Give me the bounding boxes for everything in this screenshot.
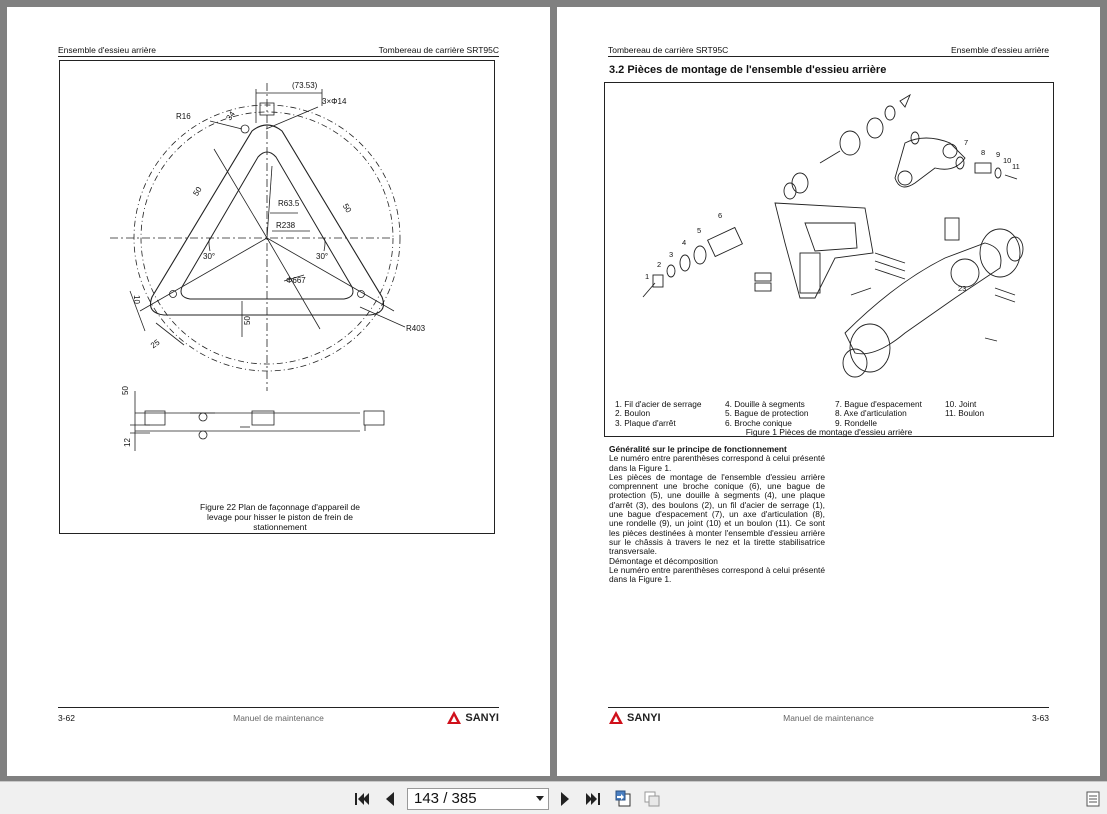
exploded-view-frame (604, 82, 1054, 437)
right-page (557, 7, 1100, 776)
legend-column-1 (615, 400, 701, 428)
part-label-1: 1 (645, 272, 650, 281)
right-figure-caption: Figure 1 Pièces de montage d'essieu arrière (745, 427, 913, 437)
last-page-icon (584, 790, 602, 808)
dim-section-12: 12 (123, 438, 132, 447)
right-page-footer (608, 707, 1049, 727)
right-logo-text: SANYI (627, 712, 661, 724)
exploded-view-drawing (605, 83, 1055, 393)
body-paragraph-1: Le numéro entre parenthèses correspond à celui présenté dans la Figure 1. (609, 453, 825, 473)
dim-section-50: 50 (121, 386, 130, 395)
legend-item: 8. Axe d'articulation (835, 408, 907, 419)
body-paragraph-4: Le numéro entre parenthèses correspond à celui présenté dans la Figure 1. (609, 564, 825, 585)
next-page-icon (556, 790, 574, 808)
dim-r16: R16 (176, 112, 191, 121)
part-label-3: 3 (669, 250, 674, 259)
left-footer-center: Manuel de maintenance (233, 713, 324, 723)
sanyi-logo-icon (446, 710, 462, 726)
drawing-frame (59, 60, 495, 534)
left-figure-caption (180, 502, 380, 532)
legend-column-2 (725, 400, 809, 428)
legend-column-3 (835, 400, 922, 428)
caption-line-2: levage pour hisser le piston de frein de (206, 512, 353, 522)
previous-page-button[interactable] (380, 789, 400, 809)
dim-50-bottom: 50 (243, 316, 252, 325)
viewer-toolbar (0, 781, 1107, 814)
part-label-6: 6 (718, 211, 723, 220)
first-page-icon (353, 790, 371, 808)
body-paragraph-2: Les pièces de montage de l'ensemble d'essieu arrière comprennent une broche conique (6), une bague de protection (5), une douille à segments (4), une plaque d'arrêt (3), des boulons (2), un fil d'acier de serrage (1), une bague d'espacement (7), un axe d'articulation (8), une rondelle (9), un joint (10) et un boulon (11). Ce sont les pièces destinées à monter l'ensemble d'essieu arrière sur le châssis à travers le nez et la tirette stabilisatrice transversale. (609, 471, 825, 557)
page-number-select[interactable] (407, 788, 549, 810)
page-indicator: 143 / 385 (414, 790, 477, 807)
right-footer-center: Manuel de maintenance (783, 713, 874, 723)
dim-25: 25 (149, 337, 162, 351)
part-label-10: 10 (1003, 156, 1012, 165)
part-label-23: 23 (958, 284, 967, 293)
dim-50-right: 50 (340, 202, 354, 215)
legend-item: 10. Joint (945, 399, 977, 409)
dim-r403: R403 (406, 324, 426, 333)
part-label-7: 7 (964, 138, 969, 147)
caption-line-1: Figure 22 Plan de façonnage d'appareil de (200, 502, 360, 512)
body-text (609, 445, 825, 584)
section-title: 3.2 Pièces de montage de l'ensemble d'essieu arrière (609, 64, 887, 76)
dim-r63-5: R63.5 (278, 199, 300, 208)
dim-r238: R238 (276, 221, 296, 230)
angle-30-right: 30° (316, 252, 329, 261)
dim-10: 10 (132, 295, 141, 304)
left-header-right: Tombereau de carrière SRT95C (378, 45, 499, 55)
two-page-view-button[interactable] (642, 789, 662, 809)
body-paragraph-3: Démontage et décomposition (609, 555, 718, 566)
dim-73-53: (73.53) (292, 81, 318, 90)
legend-item: 9. Rondelle (835, 417, 877, 428)
legend-item: 4. Douille à segments (725, 399, 805, 409)
left-page (7, 7, 550, 776)
dim-34: 34 (224, 109, 237, 123)
part-label-9: 9 (996, 150, 1001, 159)
legend-item: 11. Boulon (945, 408, 985, 419)
prev-page-icon (381, 790, 399, 808)
last-page-button[interactable] (583, 789, 603, 809)
legend-item: 6. Broche conique (725, 417, 792, 428)
first-page-button[interactable] (352, 789, 372, 809)
right-page-number: 3-63 (1031, 713, 1049, 723)
caption-line-3: stationnement (253, 522, 307, 532)
single-page-view-icon (614, 790, 632, 808)
single-page-view-button[interactable] (613, 789, 633, 809)
left-logo-text: SANYI (465, 712, 499, 724)
body-heading: Généralité sur le principe de fonctionnement (609, 444, 787, 454)
legend-item: 3. Plaque d'arrêt (615, 417, 676, 428)
legend-column-4 (945, 400, 984, 419)
right-header-left: Tombereau de carrière SRT95C (608, 45, 729, 55)
left-page-number: 3-62 (58, 713, 76, 723)
left-header-left: Ensemble d'essieu arrière (58, 45, 157, 55)
dim-50-left: 50 (191, 185, 204, 198)
chevron-down-icon (536, 796, 544, 801)
left-sanyi-logo (446, 710, 499, 726)
sidebar-menu-icon (1084, 790, 1102, 808)
next-page-button[interactable] (555, 789, 575, 809)
part-label-5: 5 (697, 226, 702, 235)
part-label-4: 4 (682, 238, 687, 247)
dim-holes: 3×Φ14 (322, 97, 347, 106)
legend-item: 5. Bague de protection (725, 408, 809, 419)
technical-drawing (60, 61, 496, 535)
left-page-header (58, 45, 499, 57)
part-label-11: 11 (1012, 162, 1020, 171)
sidebar-menu-button[interactable] (1083, 789, 1103, 809)
angle-30-left: 30° (203, 252, 216, 261)
legend-item: 7. Bague d'espacement (835, 399, 922, 409)
left-page-footer (58, 707, 499, 727)
part-label-2: 2 (657, 260, 662, 269)
right-page-header (608, 45, 1049, 57)
part-label-8: 8 (981, 148, 986, 157)
right-header-right: Ensemble d'essieu arrière (950, 45, 1049, 55)
legend-item: 2. Boulon (615, 408, 651, 419)
two-page-view-icon (643, 790, 661, 808)
legend-item: 1. Fil d'acier de serrage (615, 399, 702, 409)
dim-phi667: Φ667 (286, 276, 306, 285)
